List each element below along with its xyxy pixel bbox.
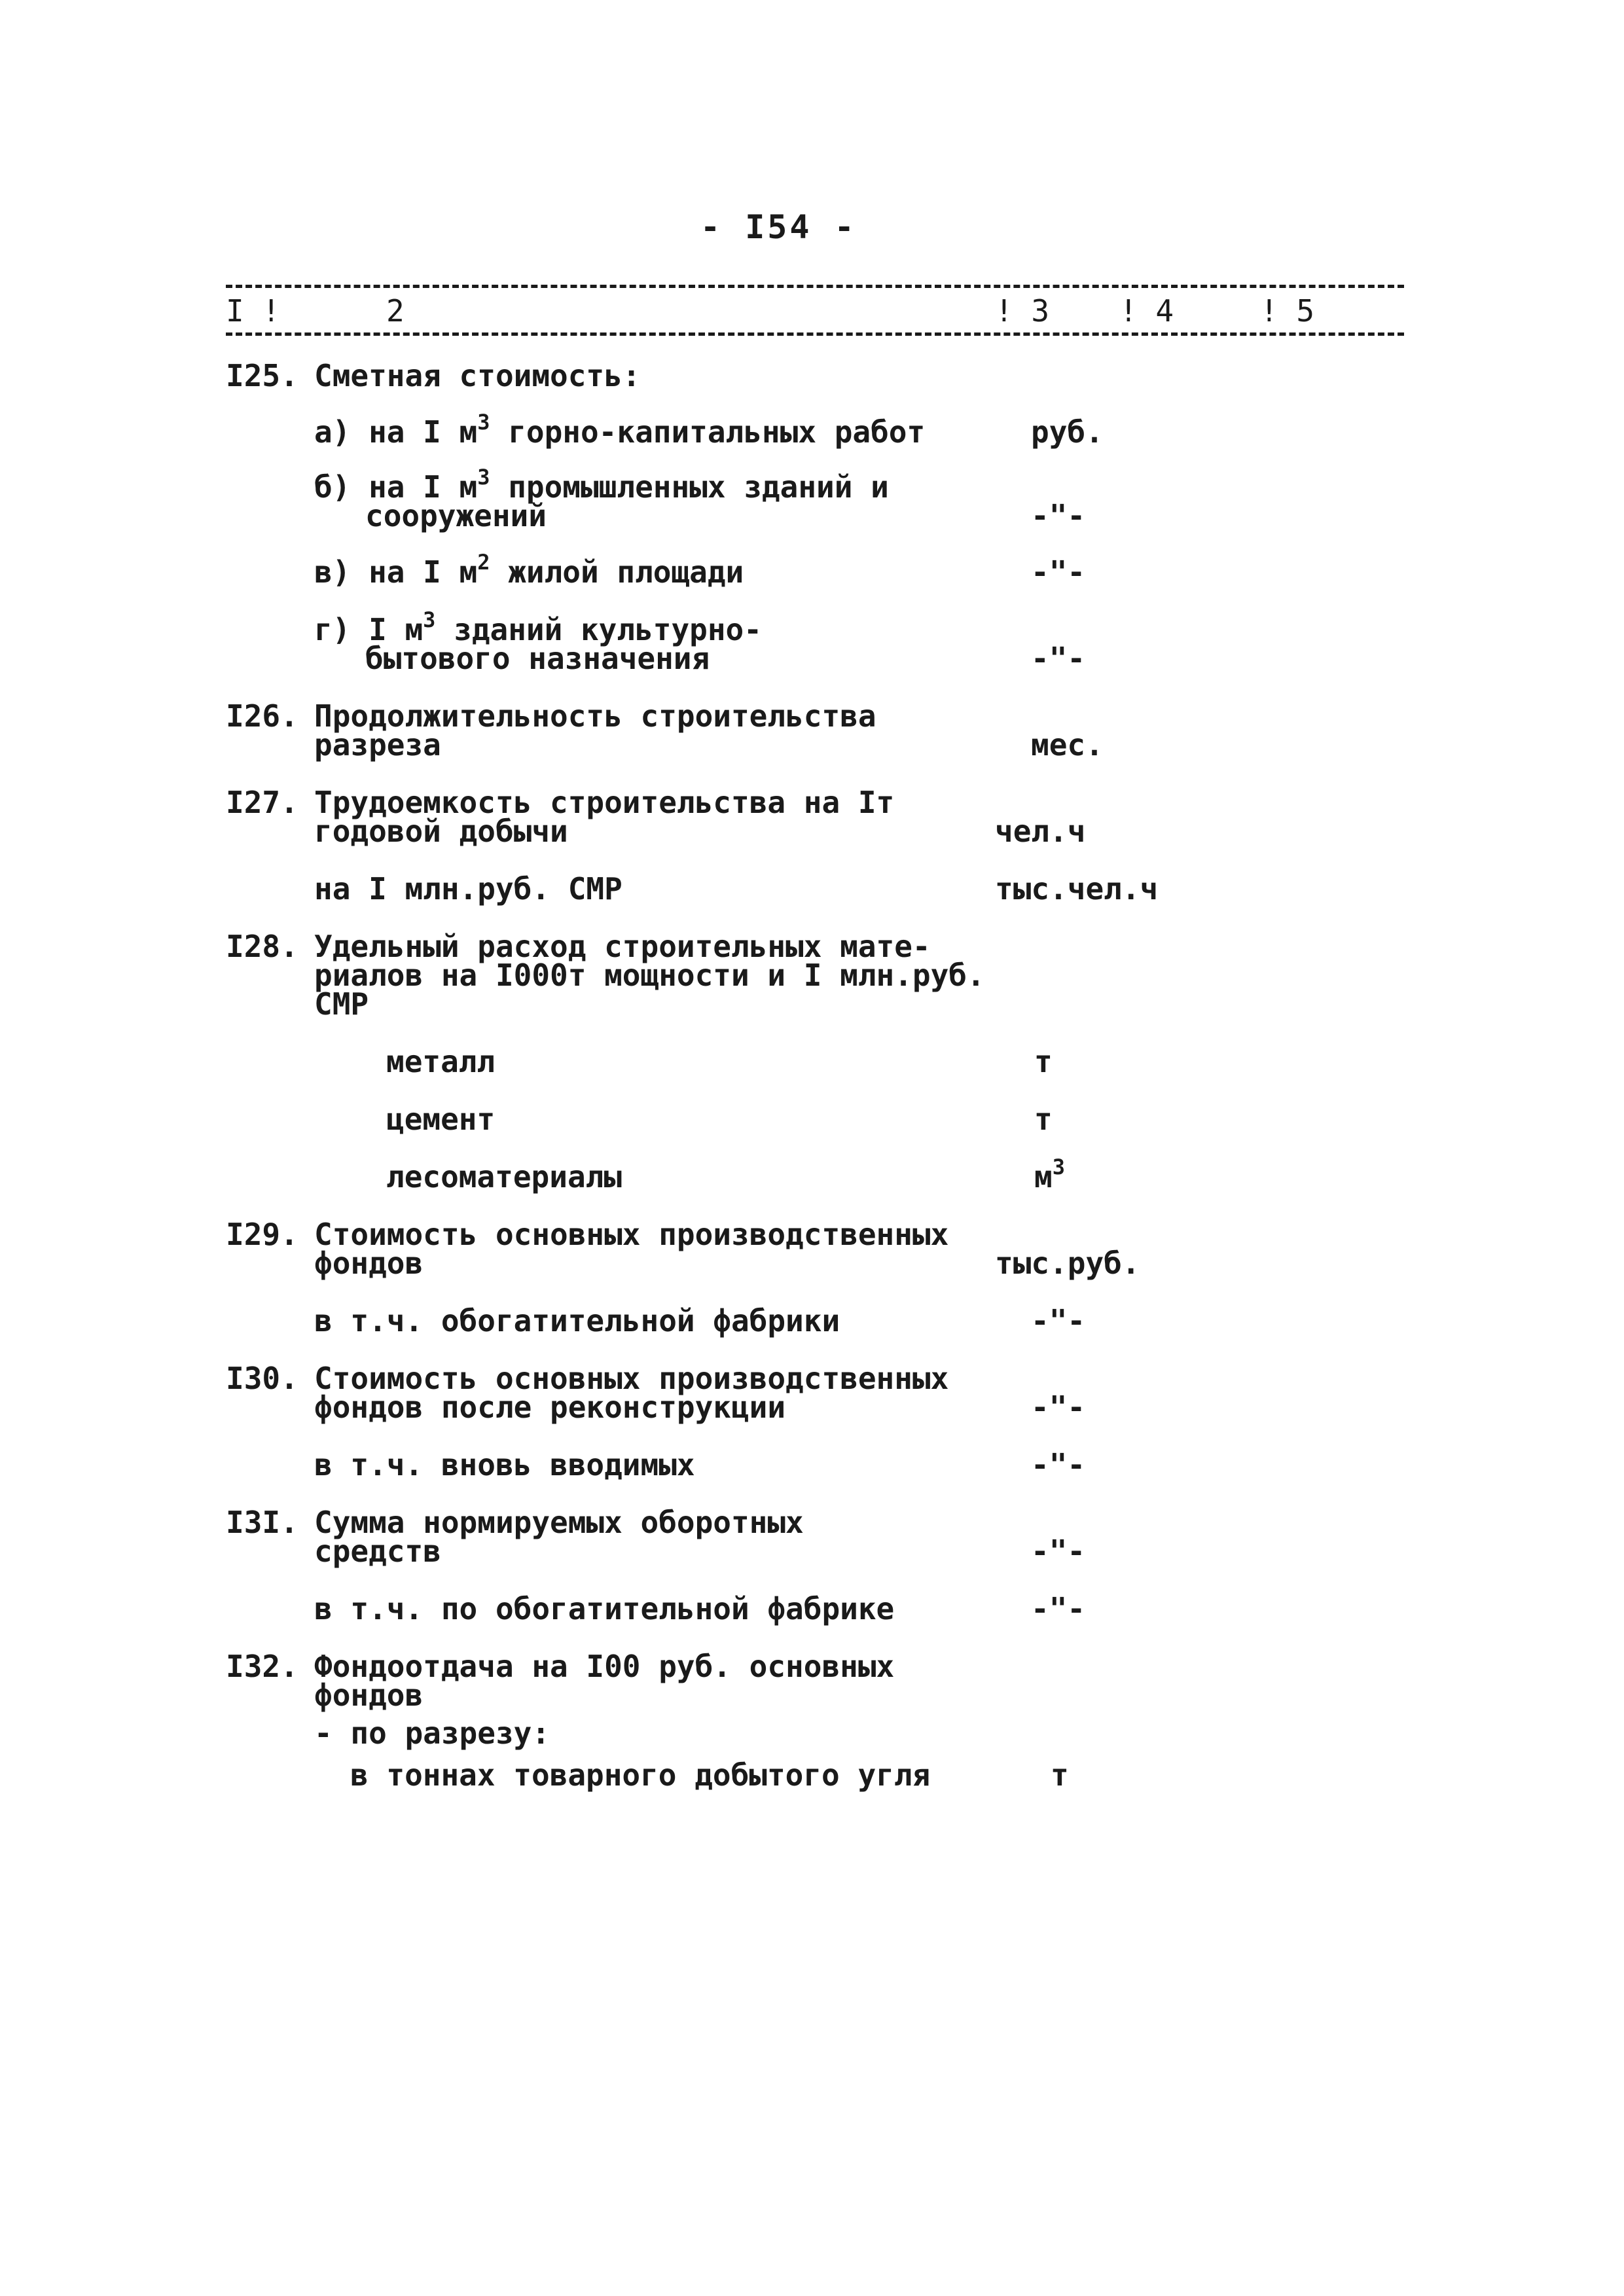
row-text: Трудоемкость строительства на Iт xyxy=(314,785,895,820)
row-unit: тыс.руб. xyxy=(995,1246,1140,1281)
row-text: в т.ч. вновь вводимых xyxy=(314,1447,695,1482)
header-col-1: I ! xyxy=(226,293,281,329)
row-unit: -"- xyxy=(1031,1591,1086,1626)
row-text: цемент xyxy=(386,1102,496,1137)
row-text: Продолжительность строительства xyxy=(314,698,876,734)
row-text: Сумма нормируемых оборотных xyxy=(314,1505,804,1540)
row-unit: чел.ч xyxy=(995,814,1086,849)
row-unit: -"- xyxy=(1031,554,1086,590)
row-number: I3I. xyxy=(226,1505,298,1540)
row-number: I26. xyxy=(226,698,298,734)
row-text: риалов на I000т мощности и I млн.руб. xyxy=(314,958,985,993)
row-text: в т.ч. по обогатительной фабрике xyxy=(314,1591,895,1626)
row-text: в тоннах товарного добытого угля xyxy=(350,1757,931,1793)
row-number: I29. xyxy=(226,1217,298,1252)
row-unit: $м^3$ xyxy=(1034,1154,1065,1194)
row-text: Сметная стоимость: xyxy=(314,358,641,393)
row-unit: -"- xyxy=(1031,1534,1086,1569)
row-text: фондов после реконструкции xyxy=(314,1390,786,1425)
header-col-4: ! 4 xyxy=(1119,293,1174,329)
row-text: б) на I $м^3$ промышленных зданий и xyxy=(314,464,889,505)
header-col-3: ! 3 xyxy=(995,293,1050,329)
row-text: фондов xyxy=(314,1677,424,1713)
row-unit: т xyxy=(1034,1102,1053,1137)
row-text: разреза xyxy=(314,727,441,762)
header-col-2: 2 xyxy=(386,293,405,329)
header-col-5: ! 5 xyxy=(1260,293,1315,329)
row-text: годовой добычи xyxy=(314,814,568,849)
row-number: I32. xyxy=(226,1649,298,1684)
row-text: бытового назначения xyxy=(365,641,710,676)
row-unit: -"- xyxy=(1031,498,1086,533)
row-text: сооружений xyxy=(365,498,547,533)
row-number: I28. xyxy=(226,929,298,964)
row-number: I27. xyxy=(226,785,298,820)
row-text: на I млн.руб. СМР xyxy=(314,871,623,906)
row-text: в т.ч. обогатительной фабрики xyxy=(314,1303,840,1338)
row-unit: -"- xyxy=(1031,1303,1086,1338)
row-text: в) на I $м^2$ жилой площади xyxy=(314,549,744,590)
row-text: лесоматериалы xyxy=(386,1159,623,1194)
row-text: Стоимость основных производственных xyxy=(314,1217,949,1252)
row-text: - по разрезу: xyxy=(314,1715,550,1751)
row-text: металл xyxy=(386,1044,496,1079)
row-unit: -"- xyxy=(1031,641,1086,676)
row-number: I30. xyxy=(226,1361,298,1396)
row-unit: т xyxy=(1034,1044,1053,1079)
row-text: а) на I $м^3$ горно-капитальных работ xyxy=(314,409,926,450)
row-text: г) I $м^3$ зданий культурно- xyxy=(314,607,762,647)
row-text: фондов xyxy=(314,1246,424,1281)
row-unit: тыс.чел.ч xyxy=(995,871,1159,906)
header-bottom-rule xyxy=(226,332,1404,336)
header-top-rule xyxy=(226,285,1404,288)
row-unit: -"- xyxy=(1031,1390,1086,1425)
row-number: I25. xyxy=(226,358,298,393)
row-unit: -"- xyxy=(1031,1447,1086,1482)
row-text: Фондоотдача на I00 руб. основных xyxy=(314,1649,895,1684)
row-unit: руб. xyxy=(1031,414,1104,450)
row-text: СМР xyxy=(314,986,369,1022)
row-unit: т xyxy=(1051,1757,1069,1793)
row-text: Удельный расход строительных мате- xyxy=(314,929,931,964)
row-text: средств xyxy=(314,1534,441,1569)
row-unit: мес. xyxy=(1031,727,1104,762)
page-number: - I54 - xyxy=(700,208,857,246)
row-text: Стоимость основных производственных xyxy=(314,1361,949,1396)
